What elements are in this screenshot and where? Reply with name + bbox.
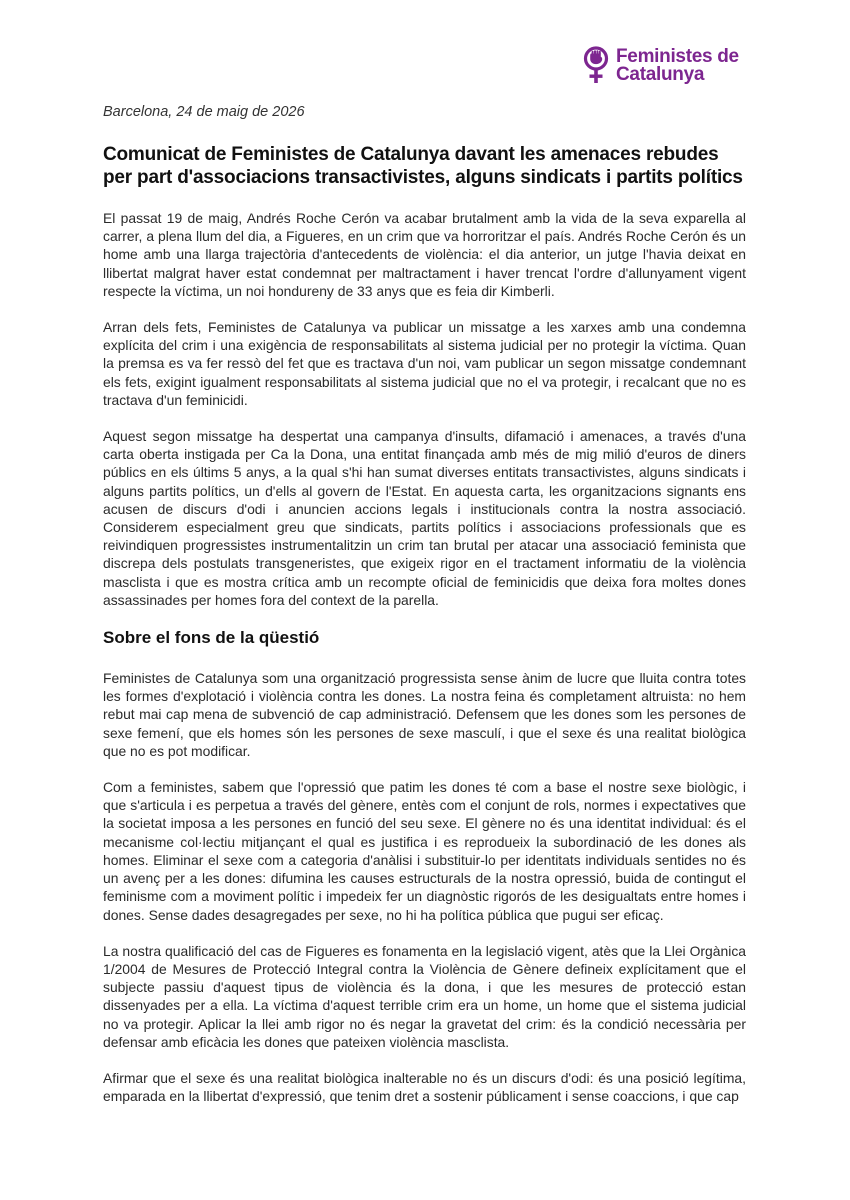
intro-paragraph-1: El passat 19 de maig, Andrés Roche Cerón va acabar brutalment amb la vida de la seva exparella al carrer, a plena llum del dia, a Figueres, en un crim que va horroritzar el país. Andrés Roche Cerón és un home amb una llarga trajectòria d'antecedents de violència: el dia anterior, un jutge l'havia deixat en llibertat malgrat haver estat condemnat per maltractament i haver trencat l'ordre d'allunyament vigent respecte la víctima, un noi hondureny de 33 anys que es feia dir Kimberli.: [103, 210, 746, 299]
intro-paragraph-2: Arran dels fets, Feministes de Catalunya va publicar un missatge a les xarxes amb una condemna explícita del crim i una exigència de responsabilitats al sistema judicial per no protegir la víctima. Quan la premsa es va fer ressò del fet que es tractava d'un noi, vam publicar un segon missatge condemnant els fets, exigint igualment responsabilitats al sistema judicial que no el va protegir, i recalcant que no es tractava d'un feminicidi.: [103, 319, 746, 408]
section-paragraph-4: Afirmar que el sexe és una realitat biològica inalterable no és un discurs d'odi: és una posició legítima, emparada en la llibertat d'expressió, que tenim dret a sostenir públicament i sense coaccions, i que cap: [103, 1069, 746, 1105]
organization-logo: [582, 46, 739, 86]
logo-line-1: Feministes de: [616, 46, 739, 67]
section-paragraph-1: Feministes de Catalunya som una organització progressista sense ànim de lucre que lluita contra totes les formes d'explotació i violència contra les dones. La nostra feina és completament altruista: no hem rebut mai cap mena de subvenció de cap administració. Defensem que les dones som les persones de sexe femení, que els homes són les persones de sexe masculí, i que el sexe és una realitat biològica que no es pot modificar.: [103, 670, 746, 759]
intro-paragraph-3: Aquest segon missatge ha despertat una campanya d'insults, difamació i amenaces, a través d'una carta oberta instigada per Ca la Dona, una entitat finançada amb més de mig milió d'euros de diners públics en els últims 5 anys, a la qual s'hi han sumat diverses entitats transactivistes, alguns sindicats i alguns partits polítics, un d'ells al govern de l'Estat. En aquesta carta, les organitzacions signants ens acusen de discurs d'odi i anuncien accions legals i institucionals contra la nostra associació. Considerem especialment greu que sindicats, partits polítics i associacions professionals que es reivindiquen progressistes instrumentalitzin un crim tan brutal per atacar una associació feminista que discrepa dels postulats transgeneristes, que exigeix rigor en el tractament informatiu de la violència masclista i que es mostra crítica amb un recompte oficial de feminicidis que deixa fora moltes dones assassinades per homes fora del context de la parella.: [103, 428, 746, 608]
section-heading: Sobre el fons de la qüestió: [103, 628, 320, 648]
document-body: [103, 103, 746, 1105]
dateline: Barcelona, 24 de maig de 2026: [103, 104, 305, 120]
section-paragraph-3: La nostra qualificació del cas de Figueres es fonamenta en la legislació vigent, atès que la Llei Orgànica 1/2004 de Mesures de Protecció Integral contra la Violència de Gènere defineix explícitament que el subjecte passiu d'aquest tipus de violència és la dona, i que les mesures de protecció estan dissenyades per a ella. La víctima d'aquest terrible crim era un home, un home que el sistema judicial no va protegir. Aplicar la llei amb rigor no és negar la gravetat del crim: és la condició necessària per defensar amb eficàcia les dones que pateixen violència masclista.: [103, 942, 746, 1050]
venus-fist-icon: [582, 46, 610, 86]
logo-wordmark: [616, 48, 739, 84]
page-title: Comunicat de Feministes de Catalunya davant les amenaces rebudes per part d'associacions transactivistes, alguns sindicats i partits polítics: [103, 144, 743, 188]
section-paragraph-2: Com a feministes, sabem que l'opressió que patim les dones té com a base el nostre sexe biològic, i que s'articula i es perpetua a través del gènere, entès com el conjunt de rols, normes i expectatives que la societat imposa a les persones en funció del seu sexe. El gènere no és una identitat individual: és el mecanisme col·lectiu mitjançant el qual es justifica i es reprodueix la subordinació de les dones als homes. Eliminar el sexe com a categoria d'anàlisi i substituir-lo per identitats individuals sentides no és un avenç per a les dones: difumina les causes estructurals de la nostra opressió, buida de contingut el feminisme com a moviment polític i impedeix fer un diagnòstic rigorós de les desigualtats entre homes i dones. Sense dades desagregades per sexe, no hi ha política pública que pugui ser eficaç.: [103, 779, 746, 923]
logo-line-2: Catalunya: [616, 64, 705, 85]
